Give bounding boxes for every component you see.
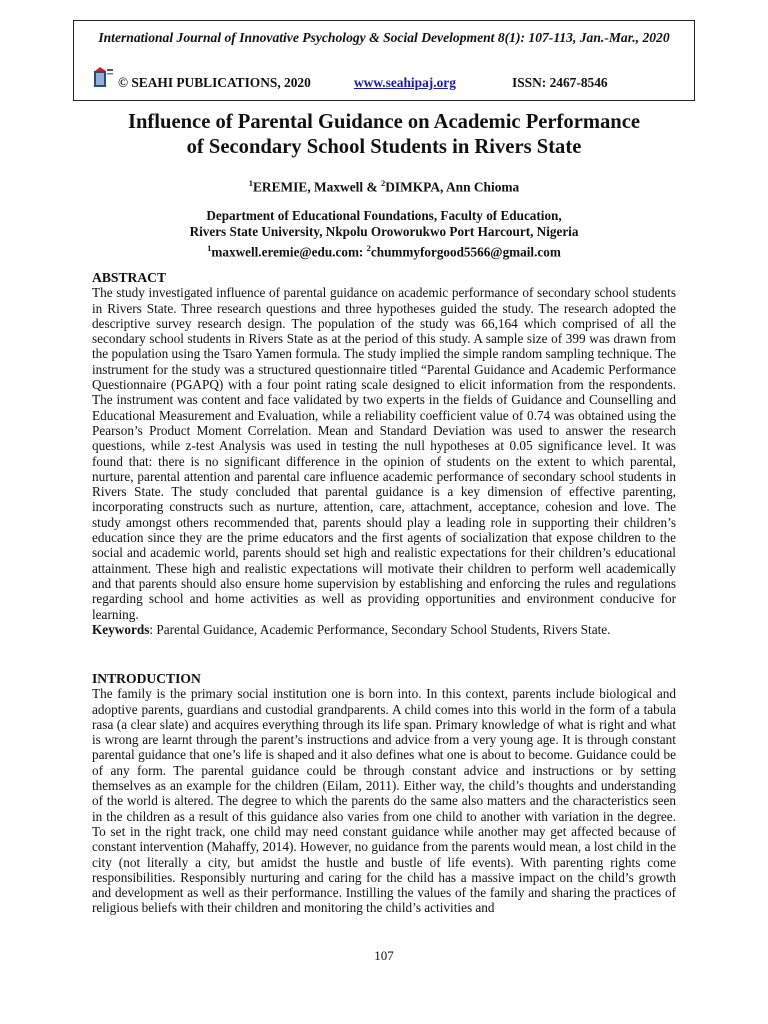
publisher-line [88, 61, 688, 95]
journal-citation: International Journal of Innovative Psychology & Social Development 8(1): 107-113, Jan.-Mar., 2020 [98, 30, 670, 45]
paper-title-line-2: of Secondary School Students in Rivers State [186, 136, 582, 158]
seahi-book-logo-icon [92, 65, 114, 91]
copyright-notice: © SEAHI PUBLICATIONS, 2020 [118, 75, 311, 90]
introduction-heading: INTRODUCTION [92, 671, 201, 686]
introduction-paragraph: The family is the primary social institution one is born into. In this context, parents include biological and adoptive parents, guardians and custodial grandparents. A child comes into this world in the form of a tabula rasa (a clear slate) and acquires everything through its life span. Primary knowledge of what is right and what is wrong are learnt through the parent’s instructions and advice from a very young age. It is through constant parental guidance that one’s life is shaped and it also defines what one is about to become. Guidance could be of any form. The parental guidance could be through constant advice and instructions or by setting themselves as an example for the children (Eilam, 2011). Either way, the child’s thoughts and understanding of the world is altered. The degree to which the parents do the same also matters and the characteristics seen in the children as a result of this guidance also varies from one child to another with variation in the degree. To set in the right track, one child may need constant guidance while another may get affected because of constant intervention (Mahaffy, 2014). However, no guidance from the parents would mean, a lost child in the city (not literally a city, but amidst the hustle and bustle of life events). With parenting rights come responsibilities. Responsibly nurturing and caring for the child has a massive impact on the child’s growth and development as well as their performance. Instilling the values of the family and sharing the practices of religious beliefs with their children and monitoring the child’s activities and [92, 686, 676, 916]
journal-header [73, 20, 695, 101]
email2-superscript: 2 [366, 243, 371, 253]
author1-superscript: 1 [248, 178, 253, 188]
affiliation-line-2: Rivers State University, Nkpolu Oroworukwo Port Harcourt, Nigeria [189, 224, 579, 239]
keywords-label: Keywords [92, 621, 150, 637]
affiliation-block [60, 208, 708, 260]
affiliation-line-1: Department of Educational Foundations, Faculty of Education, [206, 208, 562, 223]
abstract-paragraph: The study investigated influence of parental guidance on academic performance of secondary school students in Rivers State. Three research questions and three hypotheses guided the study. The research adopted the descriptive survey research design. The population of the study was 66,164 which comprised of all the secondary school students in Rivers State as at the period of this study. A sample size of 399 was drawn from the population using the Tsaro Yamen formula. The study implied the simple random sampling technique. The instrument for the study was a structured questionnaire titled “Parental Guidance and Academic Performance Questionnaire (PGAPQ) with a four point rating scale designed to elicit information from the respondents. The instrument was content and face validated by two experts in the fields of Guidance and Counselling and Educational Measurement and Evaluation, while a reliability coefficient value of 0.74 was obtained using the Pearson’s Product Moment Correlation. Mean and Standard Deviation was used to answer the research questions, while z-test Analysis was used in testing the null hypotheses at 0.05 significance level. It was found that: there is no significant difference in the opinion of students on the extent to which parental, nurture, parental attention and parental care influence academic performance of secondary school students in Rivers State. The study concluded that parental guidance is a key dimension of effective parenting, incorporating constructs such as nurture, attention, care, attachment, acceptance, cohesion and love. The study amongst others recommended that, parents should play a leading role in supporting their children’s education since they are the prime educators and the first agents of socialization that expose children to the social and academic world, parents should set high and realistic expectations for their children’s educational attainment. These high and realistic expectations will motivate their children to perform well academically and that parents should also ensure home supervision by establishing and enforcing the rules and regulations regarding school and home activities as well as providing opportunities and environment conducive for learning. [92, 285, 676, 622]
publisher-website-link[interactable]: www.seahipaj.org [354, 75, 456, 90]
author2-superscript: 2 [380, 178, 386, 188]
keywords-list: : Parental Guidance, Academic Performance, Secondary School Students, Rivers State. [149, 621, 611, 637]
paper-title-line-1: Influence of Parental Guidance on Academic Performance [127, 111, 641, 133]
abstract-heading: ABSTRACT [92, 270, 167, 285]
issn-number: ISSN: 2467-8546 [512, 75, 608, 90]
author-1: EREMIE, Maxwell & [253, 179, 381, 195]
introduction-section [92, 671, 676, 916]
paper-title [60, 110, 708, 160]
email1-superscript: 1 [207, 243, 212, 253]
abstract-section [92, 270, 676, 637]
author-emails [60, 240, 708, 260]
keywords-line [92, 622, 676, 637]
author-2: DIMKPA, Ann Chioma [385, 179, 520, 195]
email-1: maxwell.eremie@edu.com: [211, 244, 367, 260]
page-number: 107 [374, 948, 394, 963]
email-2: chummyforgood5566@gmail.com [370, 244, 561, 260]
author-list [60, 178, 708, 195]
